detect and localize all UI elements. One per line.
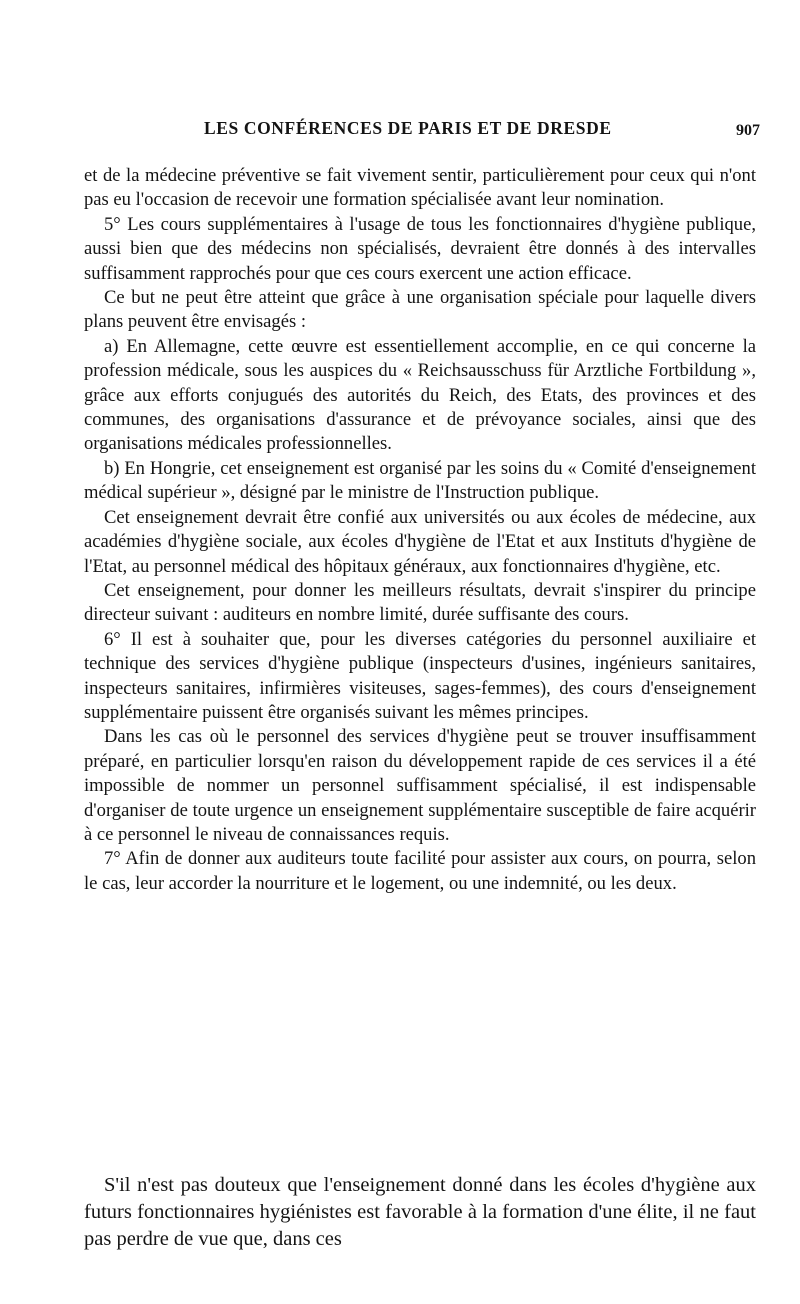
paragraph-institutions: Cet enseignement devrait être confié aux universités ou aux écoles de médecine, aux académies d'hygiène sociale, aux écoles d'hygiène de l'Etat et aux Instituts d'hygiène de l'Etat, au personnel médical des hôpitaux généraux, aux fonctionnaires d'hygiène, etc. [84,506,756,577]
paragraph-continuation: et de la médecine préventive se fait vivement sentir, particulièrement pour ceux qui n'ont pas eu l'occasion de recevoir une formation spécialisée avant leur nomination. [84,165,756,211]
page-number: 907 [736,122,760,139]
document-page [84,118,760,1253]
running-header [84,118,760,152]
paragraph-point-5: 5° Les cours supplémentaires à l'usage de tous les fonctionnaires d'hygiène publique, aussi bien que des médecins non spécialisés, devraient être donnés à des intervalles suffisamment rapprochés pour que ces cours exercent une action efficace. [84,213,756,284]
paragraph-point-6: 6° Il est à souhaiter que, pour les diverses catégories du personnel auxiliaire et technique des services d'hygiène publique (inspecteurs d'usines, ingénieurs sanitaires, inspecteurs sanitaires, infirmières visiteuses, sages-femmes), des cours d'enseignement supplémentaire puissent être organisés suivant les mêmes principes. [84,628,756,723]
paragraph-hungary: b) En Hongrie, cet enseignement est organisé par les soins du « Comité d'enseignement médical supérieur », désigné par le ministre de l'Instruction publique. [84,457,756,504]
paragraph-insufficient-staff: Dans les cas où le personnel des services d'hygiène peut se trouver insuffisamment préparé, en particulier lorsqu'en raison du développement rapide de ces services il a été impossible de nommer un personnel suffisamment spécialisé, il est indispensable d'organiser de toute urgence un enseignement supplémentaire susceptible de faire acquérir à ce personnel le niveau de connaissances requis. [84,726,756,845]
paragraph-germany: a) En Allemagne, cette œuvre est essentiellement accomplie, en ce qui concerne la profession médicale, sous les auspices du « Reichsausschuss für Arztliche Fortbildung », grâce aux efforts conjugués des autorités du Reich, des Etats, des provinces et des communes, des organisations d'assurance et de prévoyance sociales, ainsi que des organisations médicales professionnelles. [84,335,756,455]
section-gap [84,1124,756,1172]
body-text [84,164,756,1124]
closing-paragraph: S'il n'est pas douteux que l'enseignement donné dans les écoles d'hygiène aux futurs fonctionnaires hygiénistes est favorable à la formation d'une élite, il ne faut pas perdre de vue que, dans ces [84,1174,756,1250]
paragraph-point-7: 7° Afin de donner aux auditeurs toute facilité pour assister aux cours, on pourra, selon le cas, leur accorder la nourriture et le logement, ou une indemnité, ou les deux. [84,848,756,894]
running-title: LES CONFÉRENCES DE PARIS ET DE DRESDE [204,118,612,138]
paragraph-organisation: Ce but ne peut être atteint que grâce à une organisation spéciale pour laquelle divers plans peuvent être envisagés : [84,287,756,333]
paragraph-principle: Cet enseignement, pour donner les meilleurs résultats, devrait s'inspirer du principe directeur suivant : auditeurs en nombre limité, durée suffisante des cours. [84,579,756,626]
